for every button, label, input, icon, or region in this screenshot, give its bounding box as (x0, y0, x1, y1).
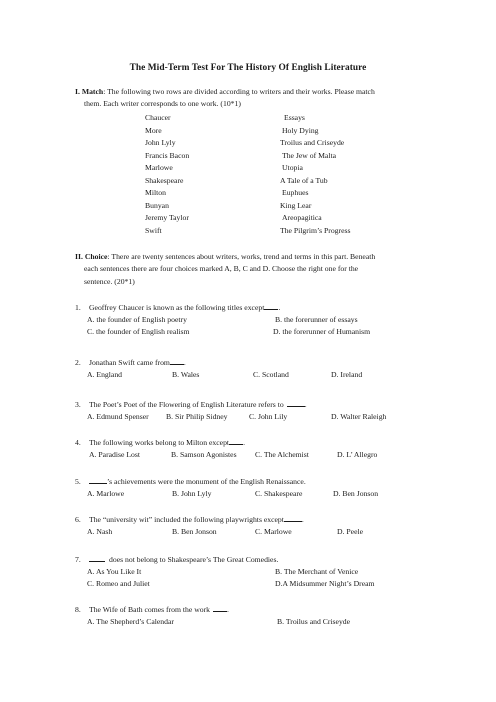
work-title: A Tale of a Tub (280, 175, 328, 185)
answer-blank[interactable] (89, 476, 107, 484)
section-2-instructions (75, 251, 435, 288)
work-title: Holy Dying (282, 125, 319, 135)
section-2-heading: II. Choice (75, 252, 108, 261)
answer-blank[interactable] (264, 302, 281, 312)
option-b[interactable]: B. John Lyly (172, 489, 212, 498)
option-b[interactable]: B. Ben Jonson (172, 527, 217, 536)
writer-name: Shakespeare (145, 175, 184, 185)
option-c[interactable]: C. Shakespeare (255, 489, 303, 498)
match-row (0, 212, 496, 224)
work-title: King Lear (280, 200, 312, 210)
section-2-line-1: : There are twenty sentences about writers, works, trend and terms in this part. Beneath (107, 252, 376, 261)
work-title: Utopia (282, 163, 303, 172)
option-c[interactable]: C. Marlowe (255, 527, 292, 536)
option-a[interactable]: A. Paradise Lost (89, 450, 141, 459)
writer-name: Marlowe (145, 163, 173, 172)
match-row (0, 200, 496, 212)
writer-name: Chaucer (145, 113, 171, 122)
question-text: The following works belong to Milton except (89, 438, 230, 447)
match-row (0, 187, 496, 199)
section-1-line-1: : The following two rows are divided according to writers and their works. Please match (103, 87, 375, 96)
option-d[interactable]: D. Peele (337, 527, 364, 536)
option-a[interactable]: A. the founder of English poetry (87, 315, 187, 324)
options-row (75, 326, 455, 338)
page-title: The Mid-Term Test For The History Of English Literature (129, 63, 367, 73)
question-number: 4. (75, 438, 81, 447)
work-title: The Jew of Malta (282, 150, 337, 160)
option-a[interactable]: A. Nash (87, 527, 113, 536)
option-d[interactable]: D. Ireland (331, 370, 363, 379)
match-row (0, 175, 496, 187)
question-8 (75, 604, 455, 628)
match-row (0, 150, 496, 162)
option-c[interactable]: C. The Alchemist (255, 450, 309, 459)
section-2-line-2: each sentences there are four choices marked A, B, C and D. Choose the right one for the (84, 264, 359, 274)
question-number: 5. (75, 477, 81, 486)
option-a[interactable]: A. Marlowe (87, 489, 125, 498)
section-1-line-2: them. Each writer corresponds to one work. (10*1) (84, 99, 241, 109)
options-row (75, 488, 455, 500)
option-a[interactable]: A. As You Like It (87, 567, 142, 576)
option-a[interactable]: A. The Shepherd’s Calendar (87, 617, 174, 626)
option-c[interactable]: C. Scotland (253, 370, 289, 379)
question-text-end: . (301, 515, 304, 524)
question-5 (75, 476, 455, 500)
question-text-end: . (227, 605, 229, 614)
question-text: The Poet’s Poet of the Flowering of English Literature refers to (89, 400, 284, 409)
options-row (75, 449, 455, 461)
match-row (0, 125, 496, 137)
options-row (75, 566, 455, 578)
option-b[interactable]: B. The Merchant of Venice (275, 567, 359, 576)
option-a[interactable]: A. Edmund Spenser (87, 412, 149, 421)
option-d[interactable]: D. the forerunner of Humanism (273, 327, 371, 336)
writer-name: Jeremy Taylor (145, 213, 189, 222)
question-3 (75, 399, 455, 423)
question-text-end: . (278, 303, 281, 312)
options-row (75, 314, 455, 326)
question-text-end: . (304, 400, 307, 409)
options-row (75, 578, 455, 590)
question-6 (75, 514, 455, 538)
question-text: Jonathan Swift came from (89, 358, 170, 367)
question-text: The “university wit” included the following playwrights except (89, 515, 284, 524)
option-b[interactable]: B. Sir Philip Sidney (166, 412, 228, 421)
options-row (75, 616, 455, 628)
option-a[interactable]: A. England (87, 370, 123, 379)
writer-name: Francis Bacon (145, 150, 190, 160)
writer-name: Bunyan (145, 200, 169, 210)
writer-name: Milton (145, 188, 166, 197)
answer-blank[interactable] (284, 514, 302, 522)
option-d[interactable]: D. Ben Jonson (333, 489, 379, 498)
option-b[interactable]: B. the forerunner of essays (275, 315, 358, 324)
match-row (0, 225, 496, 237)
writer-name: More (145, 125, 162, 135)
question-2 (75, 357, 455, 381)
answer-blank[interactable] (229, 437, 243, 445)
work-title: Euphues (282, 188, 309, 197)
option-b[interactable]: B. Wales (172, 370, 200, 379)
option-d[interactable]: D. L’ Allegro (337, 450, 378, 459)
section-2-line-3: sentence. (20*1) (84, 276, 135, 286)
question-number: 8. (75, 605, 81, 614)
match-row (0, 162, 496, 174)
options-row (75, 369, 455, 381)
writer-name: Swift (145, 225, 162, 235)
option-c[interactable]: C. John Lily (249, 412, 288, 421)
option-c[interactable]: C. the founder of English realism (87, 327, 190, 336)
work-title: The Pilgrim’s Progress (280, 225, 351, 235)
question-number: 1. (75, 303, 81, 312)
question-4 (75, 437, 455, 461)
answer-blank[interactable] (287, 399, 305, 407)
question-1 (75, 302, 455, 338)
option-d[interactable]: D. Walter Raleigh (331, 412, 387, 421)
answer-blank[interactable] (213, 604, 227, 612)
option-d[interactable]: D.A Midsummer Night’s Dream (275, 579, 375, 588)
question-text: Geoffrey Chaucer is known as the following titles except (89, 303, 265, 312)
question-number: 7. (75, 555, 81, 564)
answer-blank[interactable] (170, 357, 184, 365)
match-row (0, 112, 496, 124)
section-1-heading: I. Match (75, 87, 104, 96)
option-c[interactable]: C. Romeo and Juliet (87, 579, 150, 588)
section-1-instructions (75, 86, 435, 111)
question-number: 6. (75, 515, 81, 524)
options-row (75, 411, 455, 423)
work-title: Areopagitica (282, 213, 322, 222)
work-title: Troilus and Criseyde (280, 138, 345, 147)
work-title: Essays (284, 113, 305, 122)
question-number: 2. (75, 358, 81, 367)
option-b[interactable]: B. Samson Agonistes (171, 450, 237, 459)
writer-name: John Lyly (145, 138, 176, 147)
options-row (75, 526, 455, 538)
question-text-end: . (183, 358, 186, 367)
question-number: 3. (75, 400, 81, 409)
question-text: ’s achievements were the monument of the English Renaissance. (107, 477, 306, 486)
match-row (0, 137, 496, 149)
question-text: does not belong to Shakespeare’s The Great Comedies. (109, 555, 279, 564)
question-7 (75, 554, 455, 590)
answer-blank[interactable] (89, 554, 105, 562)
option-b[interactable]: B. Troilus and Criseyde (277, 617, 351, 626)
question-text-end: . (243, 438, 245, 447)
question-text: The Wife of Bath comes from the work (89, 605, 211, 614)
